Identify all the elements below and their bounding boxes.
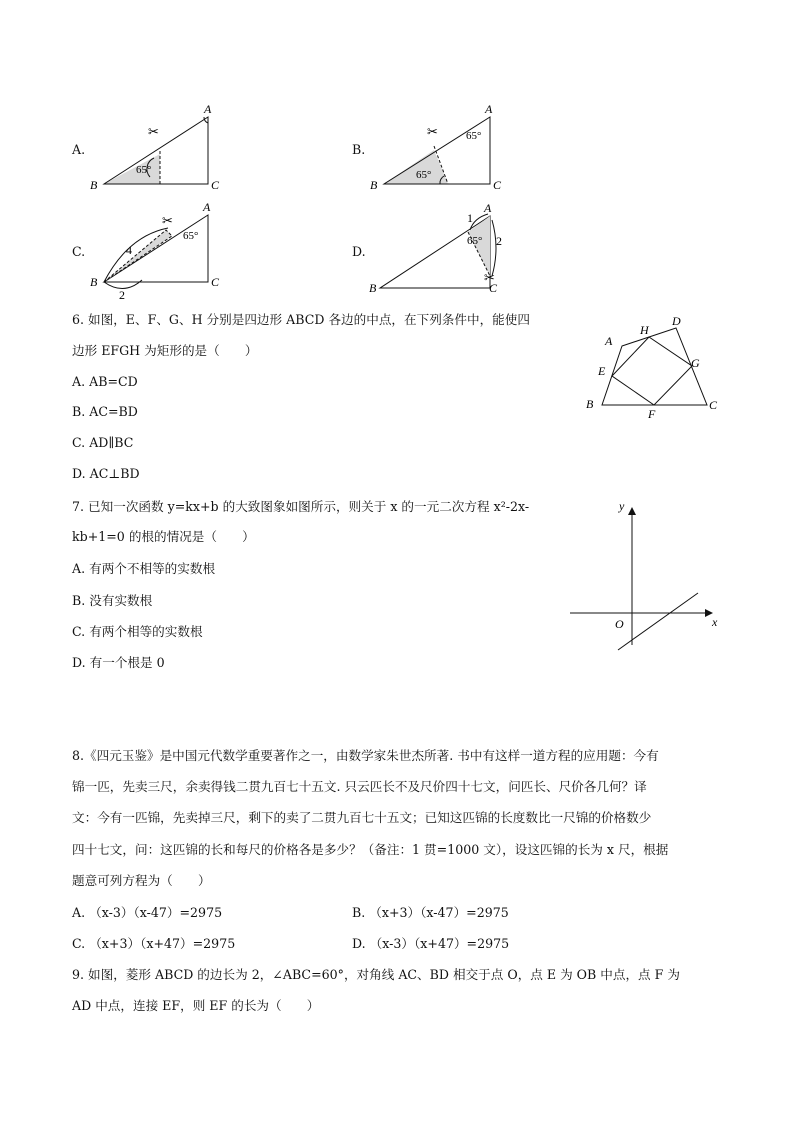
q6-stem-line2: 边形 EFGH 为矩形的是（ ） <box>72 343 258 358</box>
vertex-a: A <box>203 200 211 214</box>
scissors-icon: ✂ <box>162 213 173 228</box>
vertex-a: A <box>605 334 613 348</box>
vertex-h: H <box>640 323 649 337</box>
length-label-left: 1 <box>467 211 473 225</box>
origin-label: O <box>615 617 624 631</box>
vertex-b: B <box>370 178 378 192</box>
q8-option-b: B. （x+3）（x-47）=2975 <box>352 905 509 920</box>
vertex-b: B <box>90 178 98 192</box>
angle-label-top: 65° <box>466 130 482 142</box>
q8-stem-line2: 锦一匹，先卖三尺，余卖得钱二贯九百七十五文. 只云匹长不及尺价四十七文，问匹长、尺价各几何？译 <box>72 779 647 794</box>
axis-label-x: x <box>712 615 718 629</box>
q7-option-c: C. 有两个相等的实数根 <box>72 624 203 639</box>
q6-option-b: B. AC=BD <box>72 404 138 419</box>
q5-option-b <box>350 100 510 195</box>
vertex-a: A <box>485 102 493 116</box>
q8-option-d: D. （x-3）（x+47）=2975 <box>352 936 510 951</box>
scissors-icon: ✂ <box>427 124 438 139</box>
vertex-c: C <box>489 281 498 295</box>
vertex-c: C <box>493 178 502 192</box>
right-triangle-figure <box>70 100 230 195</box>
q9-stem-line2: AD 中点，连接 EF，则 EF 的长为（ ） <box>72 998 320 1013</box>
option-label: C. <box>72 244 86 259</box>
q6-quadrilateral-figure <box>580 310 730 420</box>
vertex-c: C <box>709 398 718 412</box>
q6-stem-line1: 6. 如图，E、F、G、H 分别是四边形 ABCD 各边的中点，在下列条件中，能使四 <box>72 312 530 327</box>
q8-option-c: C. （x+3）（x+47）=2975 <box>72 936 236 951</box>
q8-stem-line5: 题意可列方程为（ ） <box>72 873 211 888</box>
q9-stem-line1: 9. 如图，菱形 ABCD 的边长为 2，∠ABC=60°，对角线 AC、BD 相交于点 O，点 E 为 OB 中点，点 F 为 <box>72 967 680 982</box>
q7-stem-line1: 7. 已知一次函数 y=kx+b 的大致图象如图所示，则关于 x 的一元二次方程 x²-2x- <box>72 499 530 514</box>
vertex-c: C <box>211 275 220 289</box>
vertex-f: F <box>648 407 656 420</box>
q7-option-b: B. 没有实数根 <box>72 593 153 608</box>
vertex-a: A <box>484 201 492 215</box>
q8-stem-line3: 文：今有一匹锦，先卖掉三尺，剩下的卖了二贯九百七十五文；已知这匹锦的长度数比一尺锦的价格数少 <box>72 810 652 825</box>
angle-label: 65° <box>136 164 152 176</box>
right-triangle-figure <box>350 200 510 305</box>
q7-linear-function-graph <box>560 495 730 655</box>
vertex-c: C <box>211 178 220 192</box>
vertex-d: D <box>672 314 681 328</box>
angle-label: 65° <box>467 235 483 247</box>
vertex-a: A <box>204 102 212 116</box>
angle-label: 65° <box>183 230 199 242</box>
q6-option-d: D. AC⊥BD <box>72 466 140 481</box>
q6-option-c: C. AD∥BC <box>72 435 134 450</box>
angle-label-bottom: 65° <box>416 169 432 181</box>
vertex-e: E <box>598 364 606 378</box>
scissors-icon: ✂ <box>148 124 159 139</box>
vertex-g: G <box>691 356 700 370</box>
right-triangle-figure <box>70 200 230 305</box>
q7-option-d: D. 有一个根是 0 <box>72 655 165 670</box>
option-label: D. <box>352 244 366 259</box>
q7-stem-line2: kb+1=0 的根的情况是（ ） <box>72 529 255 544</box>
q5-option-d <box>350 200 510 305</box>
q8-option-a: A. （x-3）（x-47）=2975 <box>72 905 223 920</box>
option-label: B. <box>352 142 366 157</box>
q7-option-a: A. 有两个不相等的实数根 <box>72 561 216 576</box>
q6-option-a: A. AB=CD <box>72 374 138 389</box>
scissors-icon: ✂ <box>484 270 495 285</box>
q8-stem-line1: 8.《四元玉鉴》是中国元代数学重要著作之一，由数学家朱世杰所著. 书中有这样一道方程的应用题：今有 <box>72 748 659 763</box>
length-label-bottom: 2 <box>119 288 125 302</box>
axis-label-y: y <box>619 499 625 513</box>
length-label-right: 2 <box>496 234 502 248</box>
q8-stem-line4: 四十七文，问：这匹锦的长和每尺的价格各是多少？（备注：1 贯=1000 文），设这匹锦的长为 x 尺，根据 <box>72 842 669 857</box>
vertex-b: B <box>369 281 377 295</box>
q5-option-c <box>70 200 230 305</box>
vertex-b: B <box>586 397 594 411</box>
right-triangle-figure <box>350 100 510 195</box>
option-label: A. <box>72 142 86 157</box>
q5-option-a <box>70 100 230 195</box>
length-label-top: 4 <box>126 243 132 257</box>
vertex-b: B <box>90 275 98 289</box>
